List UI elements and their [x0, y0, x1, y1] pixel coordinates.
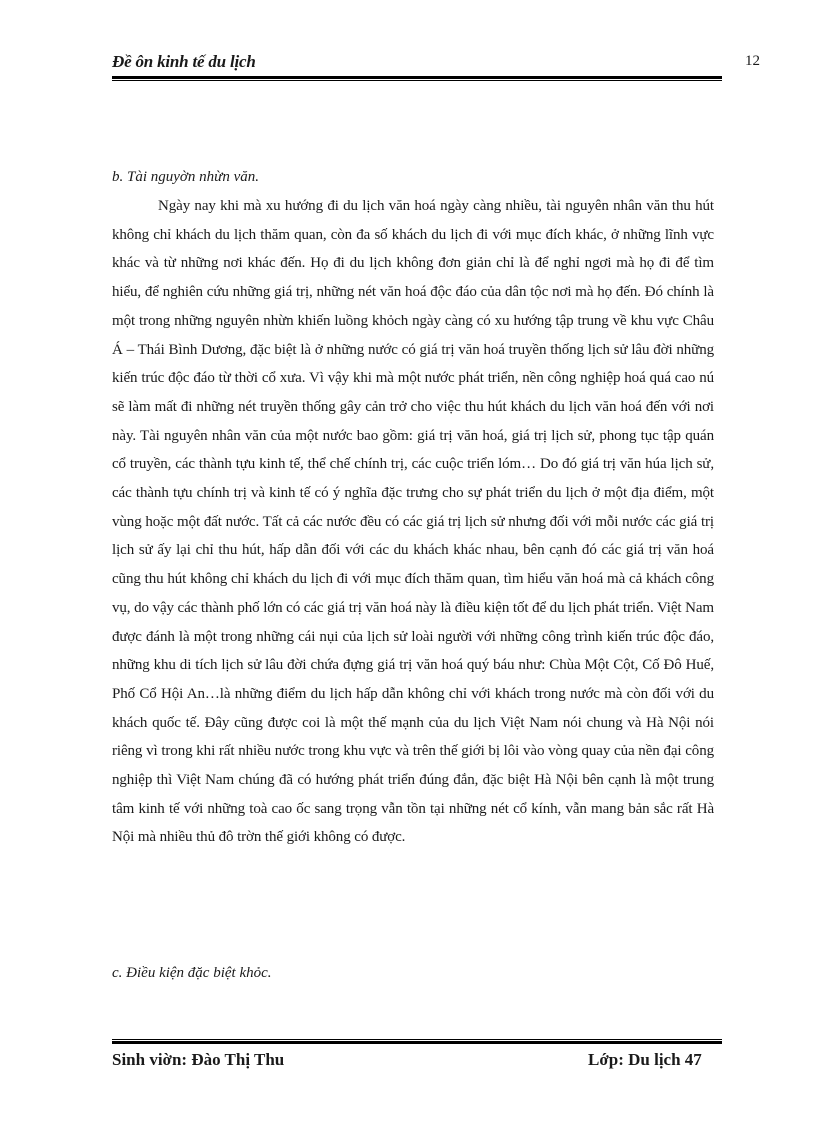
section-c-heading: c. Điều kiện đặc biệt khỏc. — [112, 965, 272, 981]
footer-class: Lớp: Du lịch 47 — [588, 1050, 702, 1069]
section-b-heading: b. Tài nguyờn nhừn văn. — [112, 169, 260, 185]
section-b-paragraph: Ngày nay khi mà xu hướng đi du lịch văn hoá ngày càng nhiều, tài nguyên nhân văn thu hút không chỉ khách du lịch thăm quan, còn đa số khách du lịch đi với mục đích khác, ở những lĩnh vực khác và từ những nơi khác đến. Họ đi du lịch không đơn giản chỉ là để nghỉ ngơi mà họ đi để tìm hiểu, để nghiên cứu những giá trị, những nét văn hoá độc đáo của dân tộc nơi mà họ đến. Đó chính là một trong những nguyên nhừn khiến luồng khỏch ngày càng có xu hướng tập trung về khu vực Châu Á – Thái Bình Dương, đặc biệt là ở những nước có giá trị văn hoá truyền thống lịch sử lâu đời những kiến trúc độc đáo từ thời cổ xưa. Vì vậy khi mà một nước phát triển, nền công nghiệp hoá quá cao nú sẽ làm mất đi những nét truyền thống gây cản trở cho việc thu hút khách du lịch văn hoá đến với nơi này. Tài nguyên nhân văn của một nước bao gồm: giá trị văn hoá, giá trị lịch sử, phong tục tập quán cổ truyền, các thành tựu kinh tế, thể chế chính trị, các cuộc triển lóm… Do đó giá trị văn húa lịch sử, các thành tựu chính trị và kinh tế có ý nghĩa đặc trưng cho sự phát triển du lịch ở một địa điểm, một vùng hoặc một đất nước. Tất cả các nước đều có các giá trị lịch sử nhưng đối với mỗi nước các giá trị lịch sử ấy lại chỉ thu hút, hấp dẫn đối với các du khách khác nhau, bên cạnh đó các giá trị văn hoá cũng thu hút không chỉ khách du lịch đi với mục đích thăm quan, tìm hiểu văn hoá mà cả khách công vụ, do vậy các thành phố lớn có các giá trị văn hoá này là điều kiện tốt để du lịch phát triển. Việt Nam được đánh là một trong những cái nụi của lịch sử loài người với những công trình kiến trúc độc đáo, những khu di tích lịch sử lâu đời chứa đựng giá trị văn hoá quý báu như: Chùa Một Cột, Cố Đô Huế, Phố Cổ Hội An…là những điểm du lịch hấp dẫn không chỉ với khách trong nước mà còn đối với du khách quốc tế. Đây cũng được coi là một thế mạnh của du lịch Việt Nam nói chung và Hà Nội nói riêng vì trong khi rất nhiều nước trong khu vực và trên thế giới bị lôi vào vòng quay của nền đại công nghiệp thì Việt Nam chúng đã có hướng phát triển đúng đắn, đặc biệt Hà Nội bên cạnh là một trung tâm kinh tế với những toà cao ốc sang trọng vẫn tồn tại những nét cổ kính, vẫn mang bản sắc rất Hà Nội mà nhiều thủ đô trờn thế giới không có được. — [112, 198, 715, 846]
body-content — [112, 162, 714, 852]
footer-student-name: Sinh viờn: Đào Thị Thu — [112, 1050, 285, 1069]
header-title: Đề ôn kinh tế du lịch — [112, 52, 256, 71]
header-divider — [112, 76, 722, 81]
footer-divider — [112, 1039, 722, 1044]
page-number: 12 — [745, 53, 760, 69]
